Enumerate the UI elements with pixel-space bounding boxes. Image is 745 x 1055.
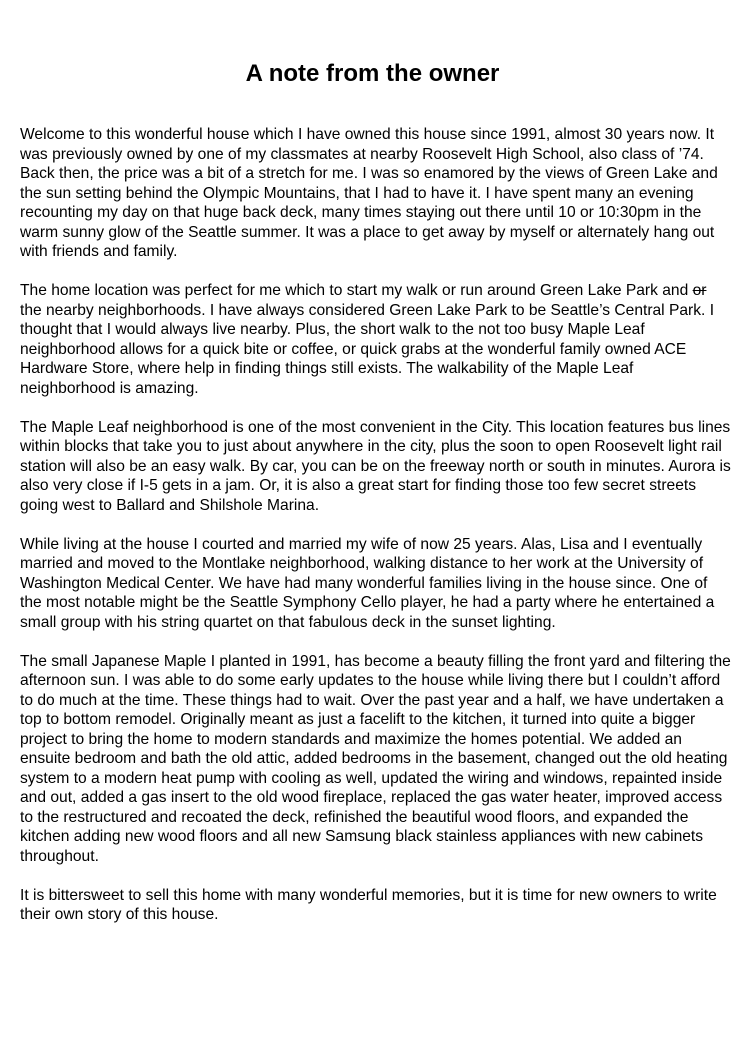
letter-body bbox=[20, 125, 732, 944]
paragraph-location-start: The home location was perfect for me which to start my walk or run around Green Lake Park and bbox=[20, 282, 693, 299]
paragraph-family: While living at the house I courted and married my wife of now 25 years. Alas, Lisa and I eventually married and moved to the Montlake neighborhood, walking distance to her work at the University of Washington Medical Center. We have had many wonderful families living in the house since. One of the most notable might be the Seattle Symphony Cello player, he had a party where he entertained a small group with his string quartet on that fabulous deck in the sunset lighting. bbox=[20, 535, 715, 631]
paragraph-welcome: Welcome to this wonderful house which I have owned this house since 1991, almost 30 years now. It was previously owned by one of my classmates at nearby Roosevelt High School, also class of ’74. Back then, the price was a bit of a stretch for me. I was so enamored by the views of Green Lake and the sun setting behind the Olympic Mountains, that I had to have it. I have spent many an evening recounting my day on that huge back deck, many times staying out there until 10 or 10:30pm in the warm sunny glow of the Seattle summer. It was a place to get away by myself or alternately hang out with friends and family. bbox=[20, 126, 718, 260]
paragraph-closing: It is bittersweet to sell this home with many wonderful memories, but it is time for new owners to write their own story of this house. bbox=[20, 886, 717, 923]
paragraph-remodel: The small Japanese Maple I planted in 1991, has become a beauty filling the front yard and filtering the afternoon sun. I was able to do some early updates to the house while living there but I couldn’t afford to do much at the time. These things had to wait. Over the past year and a half, we have undertaken a top to bottom remodel. Originally meant as just a facelift to the kitchen, it turned into quite a bigger project to bring the home to modern standards and maximize the homes potential. We added an ensuite bedroom and bath the old attic, added bedrooms in the basement, changed out the old heating system to a modern heat pump with cooling as well, updated the wiring and windows, repainted inside and out, added a gas insert to the old wood fireplace, replaced the gas water heater, improved access to the restructured and recoated the deck, refinished the beautiful wood floors, and expanded the kitchen adding new wood floors and all new Samsung black stainless appliances with new cabinets throughout. bbox=[20, 652, 731, 865]
paragraph-location bbox=[20, 281, 732, 398]
struck-word: or bbox=[692, 282, 707, 299]
paragraph-neighborhood: The Maple Leaf neighborhood is one of the most convenient in the City. This location features bus lines within blocks that take you to just about anywhere in the city, plus the soon to open Roosevelt light rail station will also be an easy walk. By car, you can be on the freeway north or south in minutes. Aurora is also very close if I-5 gets in a jam. Or, it is also a great start for finding those too few secret streets going west to Ballard and Shilshole Marina. bbox=[20, 418, 731, 514]
paragraph-location-rest: the nearby neighborhoods. I have always considered Green Lake Park to be Seattle’s Central Park. I thought that I would always live nearby. Plus, the short walk to the not too busy Maple Leaf neighborhood allows for a quick bite or coffee, or quick grabs at the wonderful family owned ACE Hardware Store, where help in finding things still exists. The walkability of the Maple Leaf neighborhood is amazing. bbox=[20, 301, 715, 397]
page-title: A note from the owner bbox=[245, 60, 500, 87]
